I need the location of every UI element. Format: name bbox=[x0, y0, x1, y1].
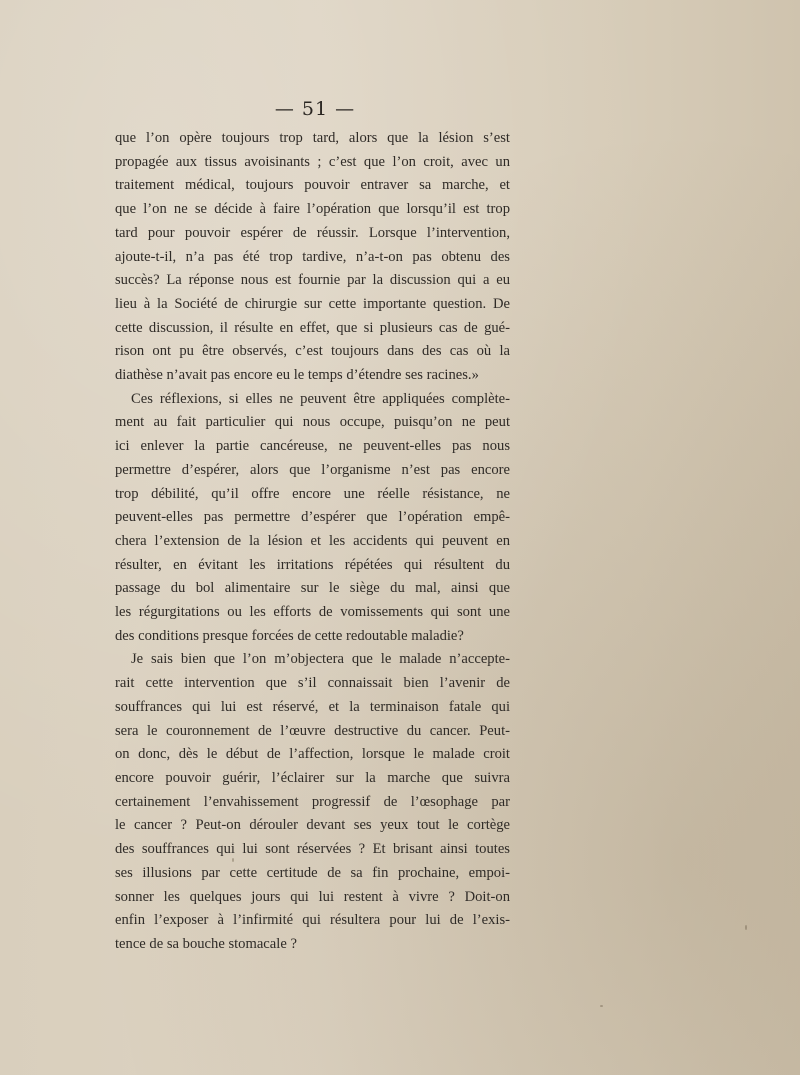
text-line: Je sais bien que l’on m’objectera que le malade n’accepte- bbox=[131, 651, 510, 668]
text-line: ici enlever la partie cancéreuse, ne peuvent-elles pas nous bbox=[115, 438, 510, 455]
text-line: le cancer ? Peut-on dérouler devant ses yeux tout le cortège bbox=[115, 817, 510, 834]
text-line: traitement médical, toujours pouvoir entraver sa marche, et bbox=[115, 177, 510, 194]
text-line: ajoute-t-il, n’a pas été trop tardive, n’a-t-on pas obtenu des bbox=[115, 248, 510, 265]
text-line: permettre d’espérer, alors que l’organisme n’est pas encore bbox=[115, 461, 510, 478]
text-line: encore pouvoir guérir, l’éclairer sur la marche que suivra bbox=[115, 769, 510, 786]
text-line: chera l’extension de la lésion et les accidents qui peuvent en bbox=[115, 532, 510, 549]
paper-speck bbox=[232, 858, 234, 862]
text-line: enfin l’exposer à l’infirmité qui résultera pour lui de l’exis- bbox=[115, 912, 510, 929]
text-line: des souffrances qui lui sont réservées ? Et brisant ainsi toutes bbox=[115, 841, 510, 858]
text-line: ses illusions par cette certitude de sa fin prochaine, empoi- bbox=[115, 864, 510, 881]
text-line: que l’on ne se décide à faire l’opération que lorsqu’il est trop bbox=[115, 201, 510, 218]
text-line: on donc, dès le début de l’affection, lorsque le malade croit bbox=[115, 746, 510, 763]
text-line: lieu à la Société de chirurgie sur cette importante question. De bbox=[115, 295, 510, 312]
text-line: tence de sa bouche stomacale ? bbox=[115, 935, 297, 952]
text-line: certainement l’envahissement progressif de l’œsophage par bbox=[115, 793, 510, 810]
body-text bbox=[115, 127, 510, 957]
text-line: diathèse n’avait pas encore eu le temps d’étendre ses racines.» bbox=[115, 367, 479, 384]
text-line: que l’on opère toujours trop tard, alors que la lésion s’est bbox=[115, 130, 510, 146]
text-line: rison ont pu être observés, c’est toujours dans des cas où la bbox=[115, 343, 510, 360]
text-line: sera le couronnement de l’œuvre destructive du cancer. Peut- bbox=[115, 722, 510, 739]
text-line: ment au fait particulier qui nous occupe, puisqu’on ne peut bbox=[115, 414, 510, 431]
text-line: des conditions presque forcées de cette redoutable maladie? bbox=[115, 627, 464, 644]
text-line: les régurgitations ou les efforts de vomissements qui sont une bbox=[115, 604, 510, 621]
text-line: résulter, en évitant les irritations répétées qui résultent du bbox=[115, 556, 510, 573]
text-line: trop débilité, qu’il offre encore une réelle résistance, ne bbox=[115, 485, 510, 502]
text-line: sonner les quelques jours qui lui restent à vivre ? Doit-on bbox=[115, 888, 510, 905]
text-line: tard pour pouvoir espérer de réussir. Lorsque l’intervention, bbox=[115, 224, 510, 241]
paper-speck bbox=[600, 1005, 603, 1007]
text-line: succès? La réponse nous est fournie par la discussion qui a eu bbox=[115, 272, 510, 289]
text-line: cette discussion, il résulte en effet, que si plusieurs cas de gué- bbox=[115, 319, 510, 336]
text-line: souffrances qui lui est réservé, et la terminaison fatale qui bbox=[115, 698, 510, 715]
text-line: rait cette intervention que s’il connaissait bien l’avenir de bbox=[115, 675, 510, 692]
text-line: propagée aux tissus avoisinants ; c’est que l’on croit, avec un bbox=[115, 153, 510, 170]
text-line: passage du bol alimentaire sur le siège du mal, ainsi que bbox=[115, 580, 510, 597]
page-number: — 51 — bbox=[274, 98, 356, 120]
paper-speck bbox=[745, 925, 747, 930]
text-line: Ces réflexions, si elles ne peuvent être appliquées complète- bbox=[131, 390, 510, 407]
text-line: peuvent-elles pas permettre d’espérer que l’opération empê- bbox=[115, 509, 510, 526]
